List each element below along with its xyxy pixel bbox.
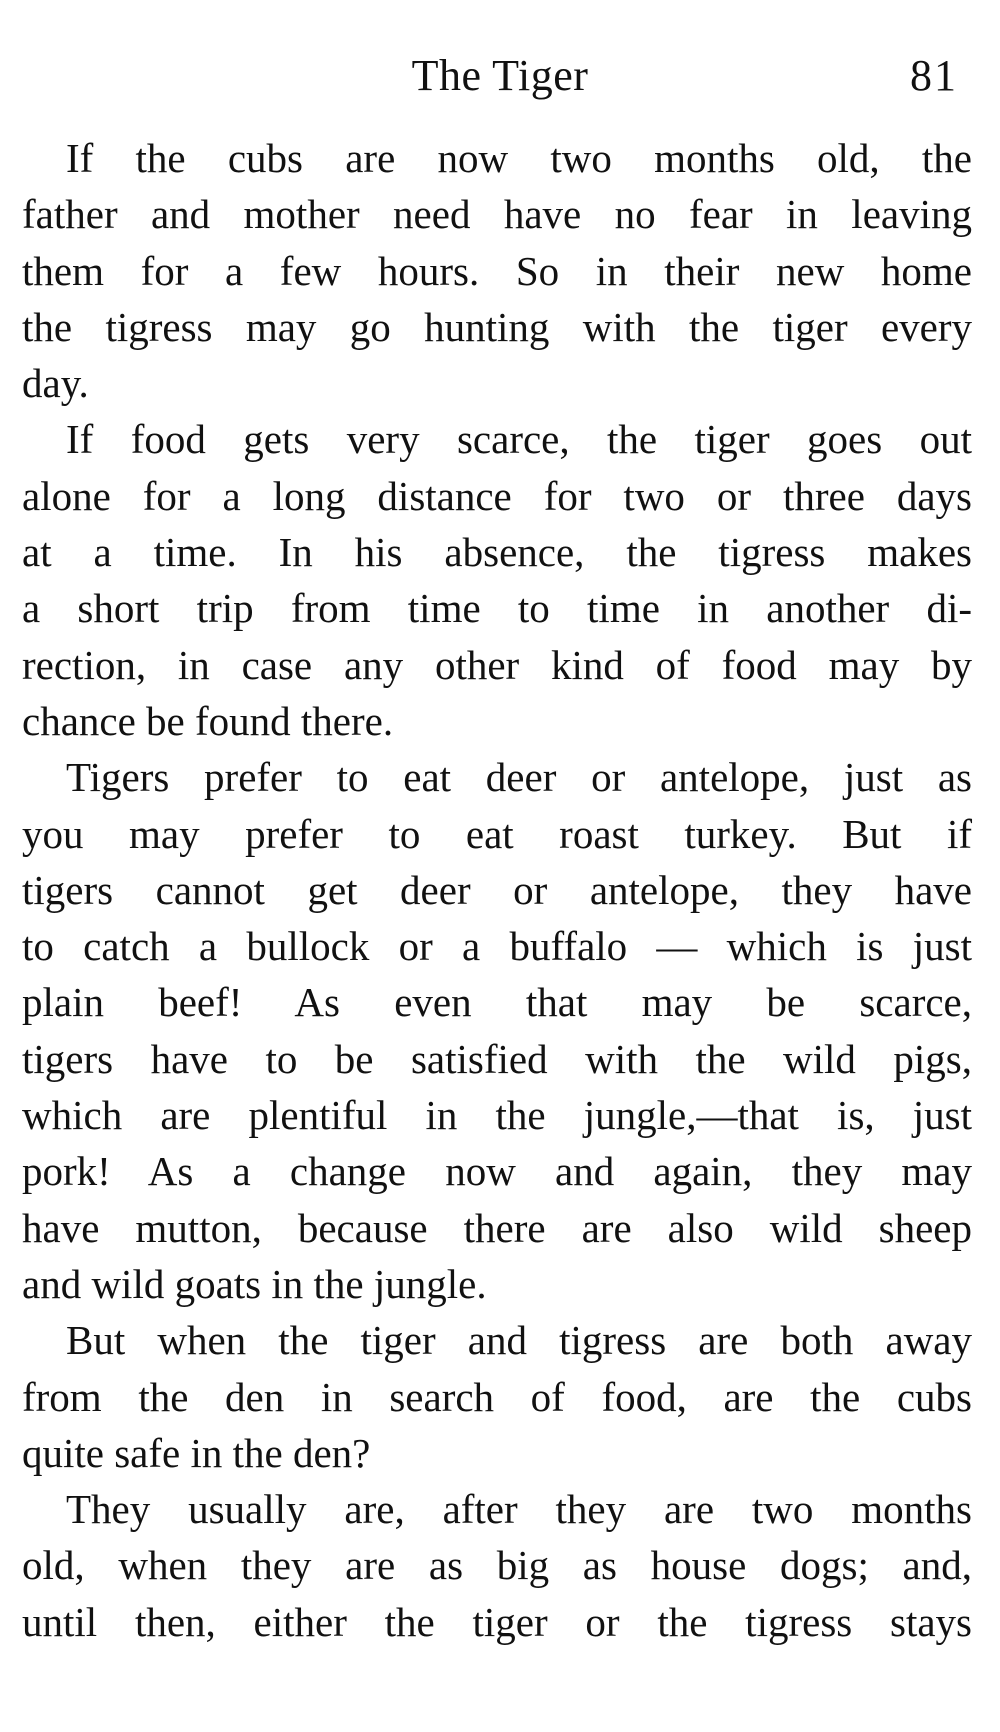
- page-title: The Tiger: [411, 51, 589, 100]
- text-line: them for a few hours. So in their new home: [22, 247, 972, 294]
- text-line: Tigers prefer to eat deer or antelope, just as: [66, 754, 972, 801]
- text-line: old, when they are as big as house dogs; and,: [22, 1542, 972, 1589]
- text-line: which are plentiful in the jungle,—that is, just: [22, 1092, 972, 1139]
- text-line: you may prefer to eat roast turkey. But if: [22, 810, 972, 857]
- text-line: the tigress may go hunting with the tiger every: [22, 303, 972, 350]
- text-line: a short trip from time to time in another di-: [22, 585, 972, 632]
- text-line: have mutton, because there are also wild sheep: [22, 1204, 972, 1251]
- text-line: from the den in search of food, are the cubs: [22, 1373, 972, 1420]
- running-head: [0, 50, 1000, 110]
- text-line: and wild goats in the jungle.: [22, 1260, 487, 1307]
- text-line: If food gets very scarce, the tiger goes out: [66, 416, 972, 463]
- text-line: until then, either the tiger or the tigress stays: [22, 1598, 972, 1645]
- text-line: father and mother need have no fear in leaving: [22, 191, 972, 238]
- text-line: to catch a bullock or a buffalo — which is just: [22, 923, 972, 970]
- text-line: chance be found there.: [22, 697, 394, 744]
- page-number: 81: [910, 51, 958, 100]
- text-line: tigers have to be satisfied with the wild pigs,: [22, 1035, 972, 1082]
- text-line: day.: [22, 360, 89, 407]
- text-line: tigers cannot get deer or antelope, they have: [22, 866, 972, 913]
- text-line: If the cubs are now two months old, the: [66, 135, 972, 181]
- text-line: pork! As a change now and again, they may: [22, 1148, 972, 1195]
- text-line: alone for a long distance for two or three days: [22, 472, 972, 519]
- text-line: at a time. In his absence, the tigress makes: [22, 529, 972, 576]
- text-line: quite safe in the den?: [22, 1429, 371, 1476]
- text-line: But when the tiger and tigress are both away: [66, 1317, 972, 1364]
- text-line: plain beef! As even that may be scarce,: [22, 979, 972, 1026]
- text-line: rection, in case any other kind of food may by: [22, 641, 972, 688]
- body-text: [22, 130, 972, 1650]
- text-line: They usually are, after they are two months: [66, 1486, 972, 1533]
